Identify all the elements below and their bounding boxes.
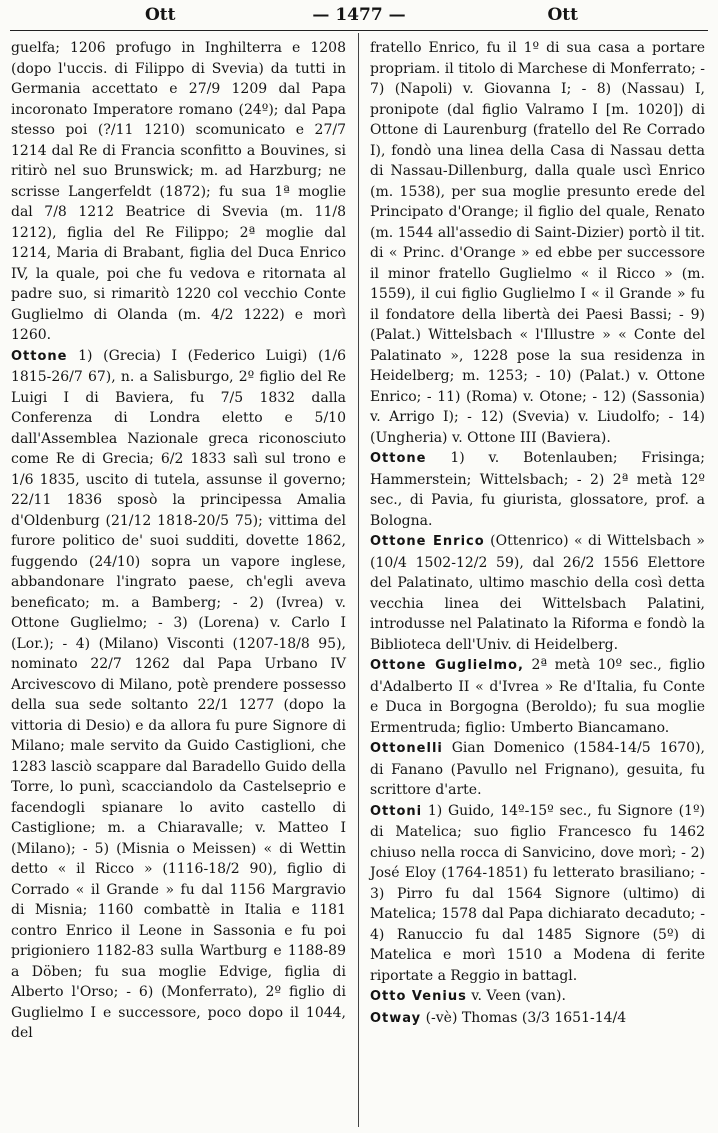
dictionary-entry: [370, 986, 705, 1008]
column-divider: [358, 33, 359, 1127]
dictionary-entry: [370, 738, 705, 801]
dictionary-entry: [370, 531, 705, 655]
left-column: [11, 38, 346, 1044]
page-header: [10, 2, 708, 28]
entry-headword: Otway: [370, 1010, 422, 1026]
entry-text: 1) v. Botenlauben; Frisinga; Hammerstein; Wittelsbach; - 2) 2ª metà 12º sec., di Pavia, fu giurista, glossatore, prof. a Bologna.: [370, 450, 705, 529]
entry-headword: Ottoni: [370, 803, 423, 819]
page-number: — 1477 —: [312, 5, 406, 25]
entry-headword: Ottone: [11, 348, 68, 364]
dictionary-entry: [370, 448, 705, 531]
dictionary-entry: [370, 801, 705, 987]
entry-continuation: [370, 38, 705, 448]
entry-text: 2ª metà 10º sec., figlio d'Adalberto II « d'Ivrea » Re d'Italia, fu Conte e Duca in Borgogna (Beroldo); fu sua moglie Ermentruda; figlio: Umberto Biancamano.: [370, 657, 706, 736]
entry-text: guelfa; 1206 profugo in Inghilterra e 1208 (dopo l'uccis. di Filippo di Svevia) da tutti in Germania accettato e 27/9 1209 dal Papa incoronato Imperatore romano (24º); dal Papa stesso poi (?/11 1210) scomunicato e 27/7 1214 dal Re di Francia sconfitto a Bouvines, si ritirò nel suo Brunswick; m. ad Harzburg; ne scrisse Langerfeldt (1872); fu sua 1ª moglie dal 7/8 1212 Beatrice di Svevia (m. 11/8 1212), figlia del Re Filippo; 2ª moglie dal 1214, Maria di Brabant, figlia del Duca Enrico IV, la quale, poi che fu vedova e ritornata al padre suo, si rimaritò 1220 col vecchio Conte Guglielmo di Olanda (m. 4/2 1222) e morì 1260.: [11, 40, 346, 343]
entry-text: 1) Guido, 14º-15º sec., fu Signore (1º) di Matelica; suo figlio Francesco fu 1462 chiuso nella rocca di Sanvicino, dove morì; - 2) José Eloy (1764-1851) fu letterato brasiliano; - 3) Pirro fu dal 1564 Signore (ultimo) di Matelica; 1578 dal Papa dichiarato decaduto; - 4) Ranuccio fu dal 1485 Signore (5º) di Matelica e morì 1510 a Modena di ferite riportate a Reggio in battagl.: [370, 802, 705, 984]
dictionary-entry: [370, 1008, 705, 1030]
dictionary-entry: [370, 655, 705, 738]
entry-headword: Ottone Guglielmo,: [370, 658, 524, 673]
right-running-headword: Ott: [547, 5, 578, 25]
dictionary-entry: [11, 346, 346, 1044]
entry-headword: Ottonelli: [370, 741, 443, 756]
header-rule: [10, 30, 708, 31]
entry-headword: Ottone Enrico: [370, 534, 485, 549]
entry-text: fratello Enrico, fu il 1º di sua casa a portare propriam. il titolo di Marchese di Monferrato; - 7) (Napoli) v. Giovanna I; - 8) (Nassau) I, pronipote (dal figlio Valramo I [m. 1020]) di Ottone di Laurenburg (fratello del Re Corrado I), fondò una linea della Casa di Nassau detta di Nassau-Dillenburg, dalla quale uscì Enrico (m. 1538), per sua moglie presunto erede del Principato d'Orange; il figlio del quale, Renato (m. 1544 all'assedio di Saint-Dizier) portò il tit. di « Princ. d'Orange » ed ebbe per successore il minor fratello Guglielmo « il Ricco » (m. 1559), il cui figlio Guglielmo I « il Grande » fu il fondatore della libertà dei Paesi Bassi; - 9) (Palat.) Wittelsbach « l'Illustre » « Conte del Palatinato », 1228 pose la sua residenza in Heidelberg; m. 1253; - 10) (Palat.) v. Ottone Enrico; - 11) (Roma) v. Otone; - 12) (Sassonia) v. Arrigo I); - 12) (Svevia) v. Liudolfo; - 14) (Ungheria) v. Ottone III (Baviera).: [370, 40, 705, 446]
entry-headword: Ottone: [370, 451, 427, 466]
entry-text: (-vè) Thomas (3/3 1651-14/4: [421, 1009, 627, 1026]
entry-continuation: [11, 38, 346, 346]
entry-text: (Ottenrico) « di Wittelsbach » (10/4 1502-12/2 59), dal 26/2 1556 Elettore del Palatinato, ultimo maschio della così detta vecchia linea dei Wittelsbach Palatini, introdusse nel Palatinato la Riforma e fondò la Biblioteca dell'Univ. di Heidelberg.: [370, 533, 705, 653]
right-column: [370, 38, 705, 1029]
entry-text: v. Veen (van).: [466, 988, 566, 1004]
entry-headword: Otto Venius: [370, 989, 467, 1004]
entry-text: 1) (Grecia) I (Federico Luigi) (1/6 1815-26/7 67), n. a Salisburgo, 2º figlio del Re Luigi I di Baviera, fu 7/5 1832 dalla Conferenza di Londra eletto e 5/10 dall'Assemblea Nazionale greca riconosciuto come Re di Grecia; 6/2 1833 salì sul trono e 1/6 1835, uscito di tutela, assunse il governo; 22/11 1836 sposò la principessa Amalia d'Oldenburg (21/12 1818-20/5 75); vittima del furore politico de' suoi sudditi, dovette 1862, fuggendo (24/10) sopra un vapore inglese, abbandonare l'ingrato paese, ch'egli aveva beneficato; m. a Bamberg; - 2) (Ivrea) v. Ottone Guglielmo; - 3) (Lorena) v. Carlo I (Lor.); - 4) (Milano) Visconti (1207-18/8 95), nominato 22/7 1262 dal Papa Urbano IV Arcivescovo di Milano, potè prendere possesso della sua sede soltanto 22/1 1277 (dopo la vittoria di Desio) e da allora fu pure Signore di Milano; male servito da Guido Castiglioni, che 1283 lasciò scappare dal Baradello Guido della Torre, lo punì, scacciandolo da Castelseprio e facendogli spianare lo avito castello di Castiglione; m. a Chiaravalle; v. Matteo I (Milano); - 5) (Misnia o Meissen) « di Wettin detto « il Ricco » (1116-18/2 90), figlio di Corrado « il Grande » fu dal 1156 Margravio di Misnia; 1160 combattè in Italia e 1181 contro Enrico il Leone in Sassonia e fu poi prigioniero 1182-83 sulla Wartburg e 1188-89 a Döben; fu sua moglie Edvige, figlia di Alberto l'Orso; - 6) (Monferrato), 2º figlio di Guglielmo I e successore, poco dopo il 1044, del: [11, 347, 346, 1041]
left-running-headword: Ott: [145, 5, 176, 25]
entry-text: Gian Domenico (1584-14/5 1670), di Fanano (Pavullo nel Frignano), gesuita, fu scrittore d'arte.: [370, 740, 705, 798]
